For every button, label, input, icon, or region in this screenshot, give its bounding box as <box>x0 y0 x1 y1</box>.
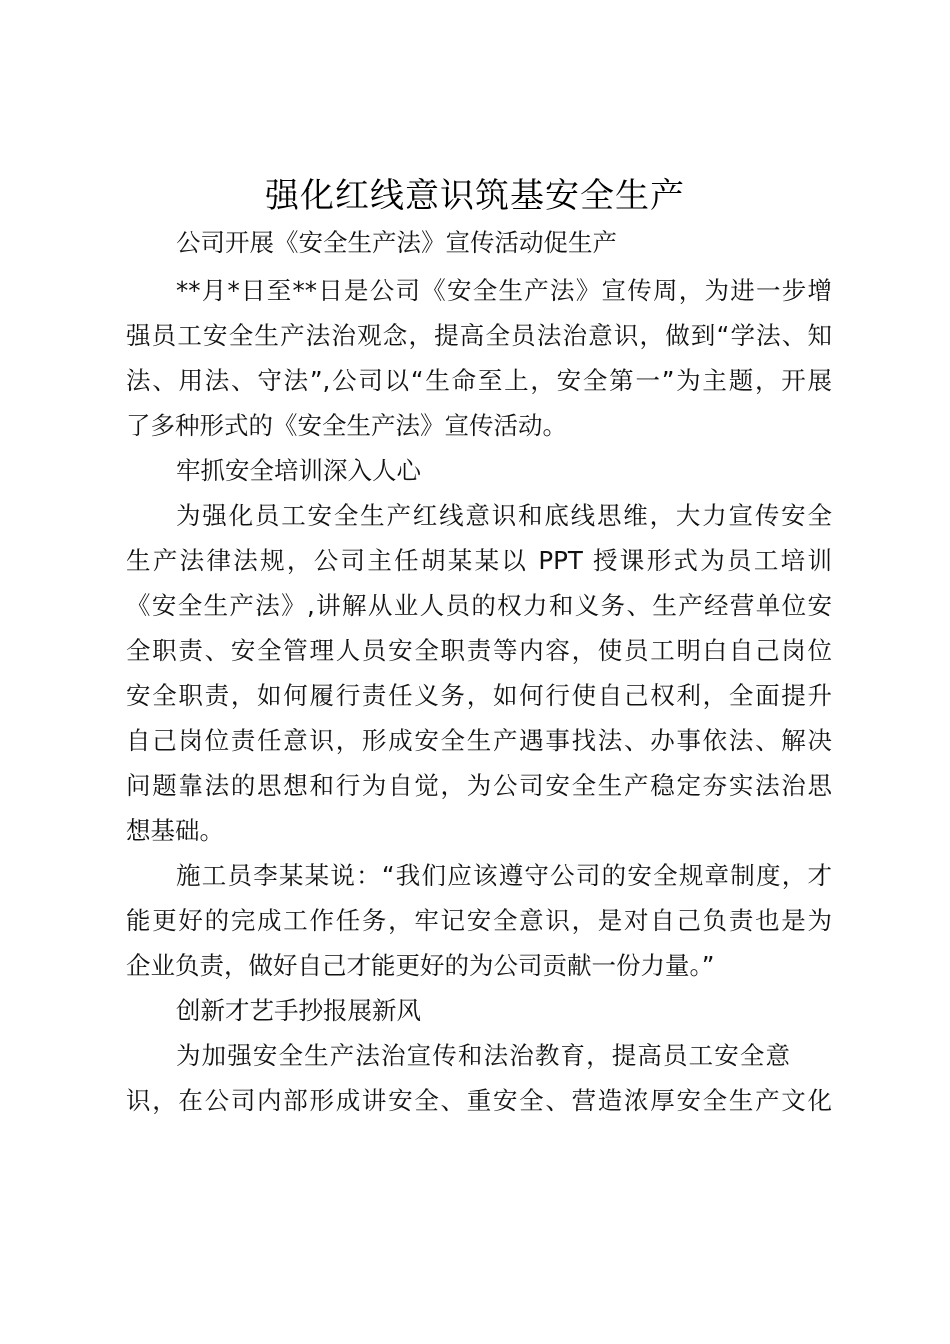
document-title: 强化红线意识筑基安全生产 <box>265 176 685 216</box>
paragraph-line: 《安全生产法》,讲解从业人员的权力和义务、生产经营单位安 <box>126 591 832 620</box>
paragraph-line: 了多种形式的《安全生产法》宣传活动。 <box>126 411 567 440</box>
quote-line: 施工员李某某说：“我们应该遵守公司的安全规章制度，才 <box>176 861 832 890</box>
subheading-training: 牢抓安全培训深入人心 <box>176 456 421 485</box>
paragraph-line: 安全职责，如何履行责任义务，如何行使自己权利，全面提升 <box>126 681 832 710</box>
subheading-campaign: 公司开展《安全生产法》宣传活动促生产 <box>176 228 617 257</box>
paragraph-line: 为加强安全生产法治宣传和法治教育，提高员工安全意 <box>176 1041 790 1070</box>
paragraph-line: **月*日至**日是公司《安全生产法》宣传周，为进一步增 <box>176 276 832 305</box>
paragraph-line: 识，在公司内部形成讲安全、重安全、营造浓厚安全生产文化 <box>126 1086 832 1115</box>
paragraph-line: 法、用法、守法”,公司以“生命至上，安全第一”为主题，开展 <box>126 366 832 395</box>
paragraph-line: 为强化员工安全生产红线意识和底线思维，大力宣传安全 <box>176 501 832 530</box>
quote-line: 企业负责，做好自己才能更好的为公司贡献一份力量。” <box>126 951 715 980</box>
paragraph-line: 全职责、安全管理人员安全职责等内容，使员工明白自己岗位 <box>126 636 832 665</box>
paragraph-line: 生产法律法规，公司主任胡某某以 PPT 授课形式为员工培训 <box>126 546 832 575</box>
paragraph-line: 强员工安全生产法治观念，提高全员法治意识，做到“学法、知 <box>126 321 832 350</box>
paragraph-line: 想基础。 <box>126 816 224 845</box>
paragraph-line: 问题靠法的思想和行为自觉，为公司安全生产稳定夯实法治思 <box>126 771 832 800</box>
subheading-poster: 创新才艺手抄报展新风 <box>176 996 421 1025</box>
quote-line: 能更好的完成工作任务，牢记安全意识，是对自己负责也是为 <box>126 906 832 935</box>
paragraph-line: 自己岗位责任意识，形成安全生产遇事找法、办事依法、解决 <box>126 726 832 755</box>
